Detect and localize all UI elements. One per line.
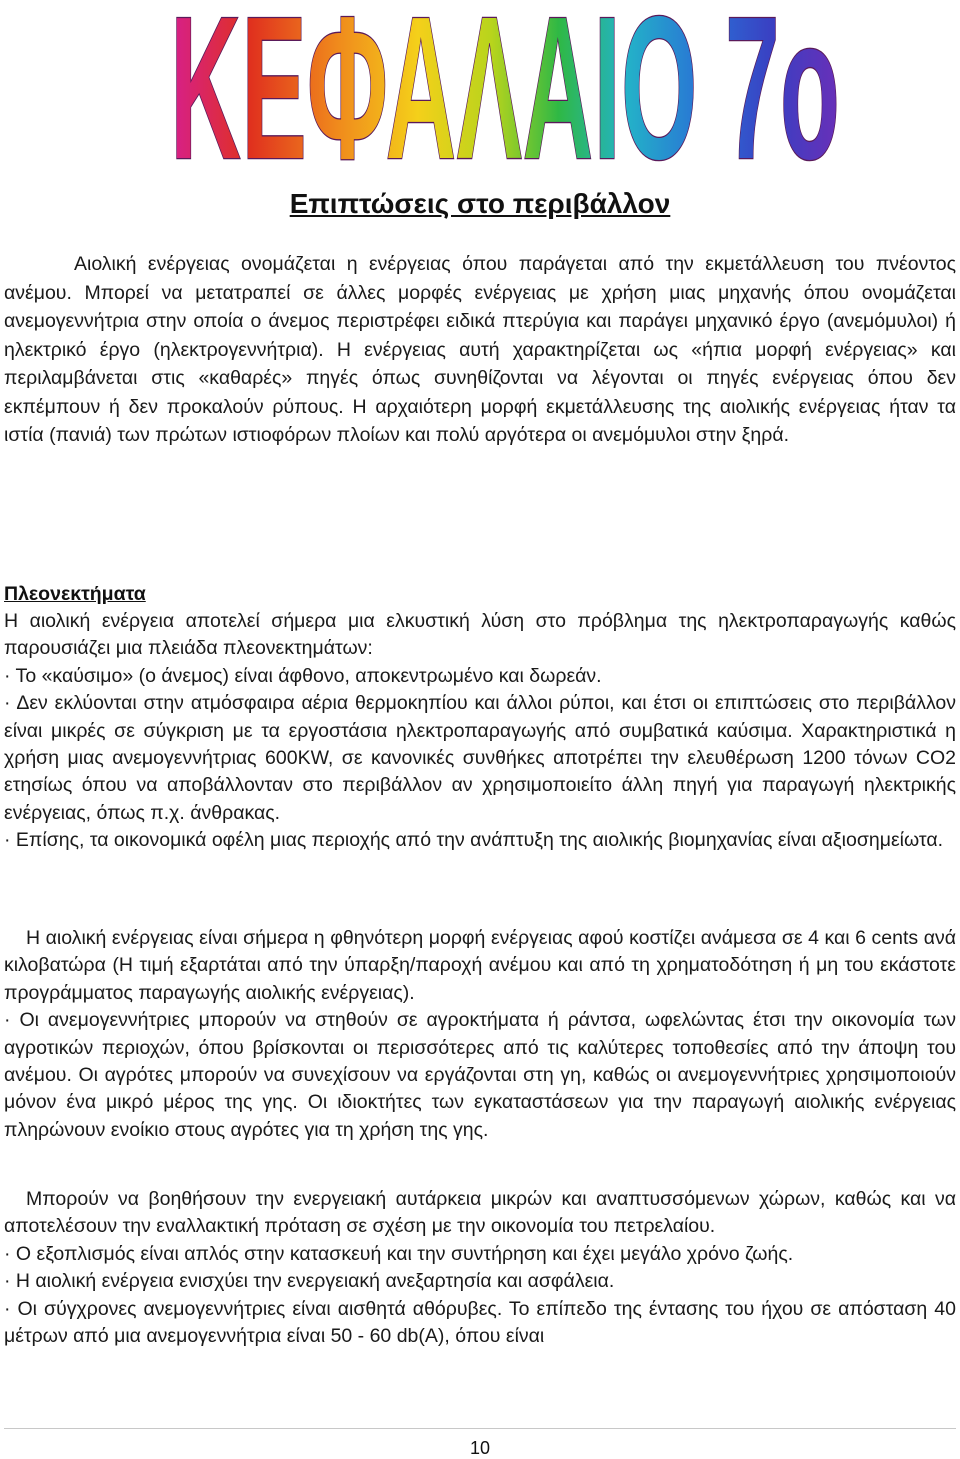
advantages-bullet: · Το «καύσιμο» (ο άνεμος) είναι άφθονο, αποκεντρωμένο και δωρεάν. [4,664,602,687]
advantages-section [4,608,956,855]
chapter-banner [160,0,850,180]
advantages-bullet: · Δεν εκλύονται στην ατμόσφαιρα αέρια θερμοκηπίου και άλλοι ρύποι, και έτσι οι επιπτώσεις στο περιβάλλον είναι μικρές σε σύγκριση με τα εργοστάσια ηλεκτροπαραγωγής από συμβατικά καύσιμα. Χαρακτηριστικά η χρήση μιας ανεμογεννήτριας 600KW, σε κανονικές συνθήκες αποτρέπει την ελευθέρωση 1200 τόνων CO2 ετησίως όπου να αποβάλλονταν στο περιβάλλον αν χρησιμοποιείτο άλλη πηγή για παραγωγή ηλεκτρικής ενέργειας, όπως π.χ. άνθρακας. [4,692,956,824]
advantages-bullet: · Επίσης, τα οικονομικά οφέλη μιας περιοχής από την ανάπτυξη της αιολικής βιομηχανίας είναι αξιοσημείωτα. [4,829,944,852]
advantages-paragraph: Η αιολική ενέργεια αποτελεί σήμερα μια ελκυστική λύση στο πρόβλημα της ηλεκτροπαραγωγής καθώς παρουσιάζει μια πλειάδα πλεονεκτημάτων: [4,610,956,660]
cost-section [4,925,956,1144]
footer-divider [4,1428,956,1429]
cost-paragraph: Η αιολική ενέργειας είναι σήμερα η φθηνότερη μορφή ενέργειας αφού κοστίζει ανάμεσα σε 4 και 6 cents ανά κιλοβατώρα (Η τιμή εξαρτάται από την ύπαρξη/παροχή ανέμου και από τη χρηματοδότηση ή μη του εκάστοτε προγράμματος παραγωγής αιολικής ενέργειας). [4,927,956,1004]
cost-bullet: · Οι ανεμογεννήτριες μπορούν να στηθούν σε αγροκτήματα ή ράντσα, ωφελώντας έτσι την οικονομία των αγροτικών περιοχών, όπου βρίσκονται οι περισσότερες από τις καλύτερες τοποθεσίες από την άποψη του ανέμου. Οι αγρότες μπορούν να συνεχίσουν να εργάζονται στη γη, καθώς οι ανεμογεννήτριες χρησιμοποιούν μόνον ένα μικρό μέρος της γης. Οι ιδιοκτήτες των εγκαταστάσεων για την παραγωγή αιολικής ενέργειας πληρώνουν ενοίκιο στους αγρότες για τη χρήση της γης. [4,1009,956,1141]
development-paragraph: Μπορούν να βοηθήσουν την ενεργειακή αυτάρκεια μικρών και αναπτυσσόμενων χώρων, καθώς και να αποτελέσουν την εναλλακτική πρόταση σε σχέση με την οικονομία του πετρελαίου. [4,1188,956,1238]
intro-section [4,250,956,450]
development-bullet: · Η αιολική ενέργεια ενισχύει την ενεργειακή ανεξαρτησία και ασφάλεια. [4,1270,615,1293]
page-number: 10 [469,1438,491,1458]
chapter-banner-text: ΚΕΦΑΛΑΙΟ 7ο [169,0,840,180]
development-section [4,1186,956,1350]
intro-paragraph: Αιολική ενέργειας ονομάζεται η ενέργειας όπου παράγεται από την εκμετάλλευση του πνέοντος ανέμου. Μπορεί να μετατραπεί σε άλλες μορφές ενέργειας με χρήση μιας μηχανής όπου ονομάζεται ανεμογεννήτρια στην οποία ο άνεμος περιστρέφει ειδικά πτερύγια και παράγει μηχανικό έργο (ανεμόμυλοι) ή ηλεκτρικό έργο (ηλεκτρογεννήτρια). Η ενέργειας αυτή χαρακτηρίζεται ως «ήπια μορφή ενέργειας» και περιλαμβάνεται στις «καθαρές» πηγές όπως συνηθίζονται να λέγονται οι πηγές ενέργειας όπου δεν εκπέμπουν ή δεν προκαλούν ρύπους. Η αρχαιότερη μορφή εκμετάλλευσης της αιολικής ενέργειας ήταν τα ιστία (πανιά) των πρώτων ιστιοφόρων πλοίων και πολύ αργότερα οι ανεμόμυλοι στην ξηρά. [4,253,956,446]
section-title: Επιπτώσεις στο περιβάλλον [289,188,671,219]
advantages-heading: Πλεονεκτήματα [4,583,146,605]
development-bullet: · Οι σύγχρονες ανεμογεννήτριες είναι αισθητά αθόρυβες. Το επίπεδο της έντασης του ήχου σε απόσταση 40 μέτρων από μια ανεμογεννήτρια είναι 50 - 60 db(A), όπου είναι [4,1297,956,1348]
development-bullet: · Ο εξοπλισμός είναι απλός στην κατασκευή και την συντήρηση και έχει μεγάλο χρόνο ζωής. [4,1242,794,1265]
